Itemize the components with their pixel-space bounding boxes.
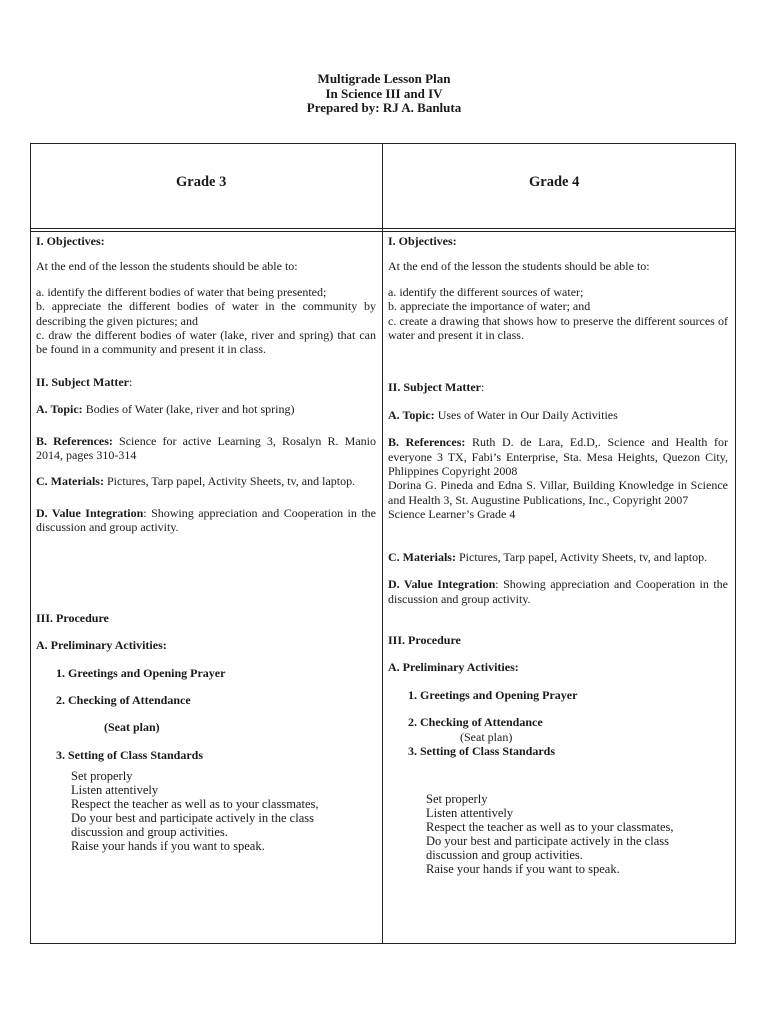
grade3-column [36,234,376,853]
doc-title: Multigrade Lesson Plan [317,71,451,86]
list-item: Do your best and participate actively in the class [71,811,314,826]
g3-procedure-heading: III. Procedure [36,610,109,625]
g3-objectives-intro: At the end of the lesson the students should be able to: [36,259,298,274]
g4-references: B. References: Ruth D. de Lara, Ed.D,. Science and Health for everyone 3 TX, Fabi’s Enterprise, Sta. Mesa Heights, Quezon City, Phlippines Copyright 2008 Dorina G. Pineda and Edna S. Villar, Building Knowledge in Science and Health 3, St. Augustine Publications, Inc., Copyright 2007 Science Learner’s Grade 4 [388,435,729,522]
list-item: Raise your hands if you want to speak. [71,839,265,854]
list-item: Raise your hands if you want to speak. [426,862,620,877]
g3-step-standards: 3. Setting of Class Standards [56,747,204,762]
g3-value-integration: D. Value Integration: Showing appreciation and Cooperation in the discussion and group activity. [36,505,377,535]
g4-objectives-intro: At the end of the lesson the students should be able to: [388,259,650,274]
list-item: discussion and group activities. [71,825,228,840]
g3-objectives-heading: I. Objectives: [36,234,105,248]
list-item: Respect the teacher as well as to your classmates, [71,797,319,812]
g4-objectives-list: a. identify the different sources of water; b. appreciate the importance of water; and c. create a drawing that shows how to preserve the different sources of water and present it in class. [388,284,728,343]
list-item: Set properly [71,769,133,784]
g4-topic: A. Topic: Uses of Water in Our Daily Activities [388,407,618,422]
g4-step-standards: 3. Setting of Class Standards [408,743,556,758]
g3-step-greetings: 1. Greetings and Opening Prayer [56,665,226,680]
g4-step-attendance: 2. Checking of Attendance [408,715,543,730]
list-item: Listen attentively [426,806,514,821]
g4-subject-matter: II. Subject Matter: [388,380,485,395]
g4-standards-list [426,792,728,876]
list-item: Set properly [426,792,488,807]
g4-procedure-heading: III. Procedure [388,632,461,647]
g3-objectives-list: a. identify the different bodies of water that being presented; b. appreciate the different bodies of water in the community by describing the given pictures; and c. draw the different bodies of water (lake, river and spring) that can be found in a community and present it in class. [36,284,376,357]
document-header [0,72,768,116]
g4-step-greetings: 1. Greetings and Opening Prayer [408,687,578,702]
g4-materials: C. Materials: Pictures, Tarp papel, Activity Sheets, tv, and laptop. [388,549,708,564]
list-item: Listen attentively [71,783,159,798]
g4-value-integration: D. Value Integration: Showing appreciation and Cooperation in the discussion and group activity. [388,577,729,606]
list-item: Respect the teacher as well as to your classmates, [426,820,674,835]
grade4-column [388,234,728,876]
grade4-header: Grade 4 [529,174,580,190]
g3-standards-list [71,769,376,853]
g3-references: B. References: Science for active Learning 3, Rosalyn R. Manio 2014, pages 310-314 [36,433,377,463]
g3-step-attendance: 2. Checking of Attendance [56,692,191,707]
g4-objectives-heading: I. Objectives: [388,234,457,248]
g3-subject-matter: II. Subject Matter: [36,374,133,389]
g3-topic: A. Topic: Bodies of Water (lake, river and hot spring) [36,402,295,417]
g3-materials: C. Materials: Pictures, Tarp papel, Activity Sheets, tv, and laptop. [36,474,356,489]
g3-preliminary-heading: A. Preliminary Activities: [36,638,167,653]
list-item: discussion and group activities. [426,848,583,863]
grade3-header: Grade 3 [176,174,227,190]
list-item: Do your best and participate actively in the class [426,834,669,849]
header-divider-top [31,228,735,229]
doc-author: Prepared by: RJ A. Banluta [306,100,462,115]
column-divider [382,144,383,943]
g4-preliminary-heading: A. Preliminary Activities: [388,660,519,675]
g3-seat-plan: (Seat plan) [104,720,160,735]
g4-seat-plan: (Seat plan) [460,729,513,744]
doc-subtitle: In Science III and IV [325,85,443,101]
header-divider-bottom [31,231,735,232]
lesson-plan-table [30,143,736,944]
